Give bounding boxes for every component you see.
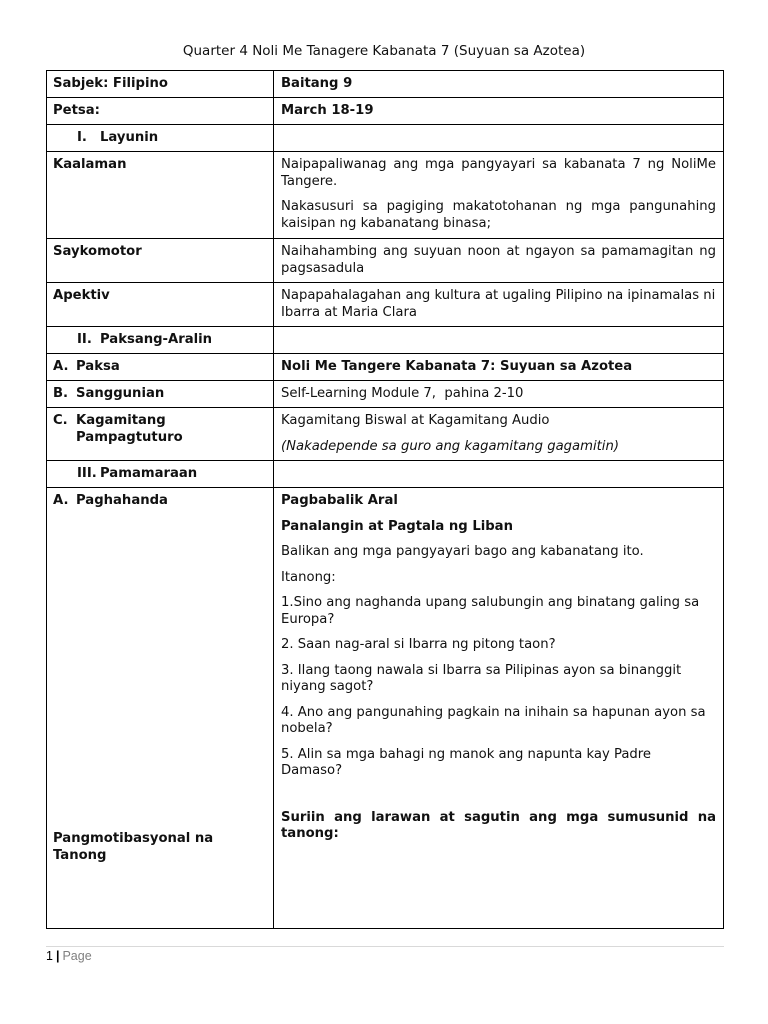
paghahanda-item xyxy=(47,488,273,510)
image-prompt: Suriin ang larawan at sagutin ang mga sumusunid na tanong: xyxy=(281,809,716,841)
ask-label: Itanong: xyxy=(281,569,336,585)
section-numeral: II. xyxy=(77,332,92,347)
section-label: Layunin xyxy=(100,130,159,145)
kaalaman-objective-1: Naipapaliwanag ang mga pangyayari sa kabanata 7 ng NoliMe Tangere. xyxy=(281,157,716,189)
table-row-paksang-aralin xyxy=(47,327,724,354)
page-footer xyxy=(46,946,724,963)
section-numeral: I. xyxy=(77,130,87,145)
apektiv-objective: Napapahalagahan ang kultura at ugaling Pilipino na ipinamalas ni Ibarra at Maria Clara xyxy=(281,288,716,320)
subject-label: Sabjek: Filipino xyxy=(53,76,168,91)
question-item: 3. Ilang taong nawala si Ibarra sa Pilipinas ayon sa binanggit niyang sagot? xyxy=(281,662,682,694)
kagamitan-text: Kagamitang Biswal at Kagamitang Audio xyxy=(281,413,550,428)
table-row-kaalaman xyxy=(47,152,724,239)
section-heading-pamamaraan xyxy=(47,461,273,483)
item-label: Paghahanda xyxy=(76,493,168,508)
item-letter: A. xyxy=(53,359,69,374)
date-value: March 18-19 xyxy=(281,103,374,118)
table-row-layunin xyxy=(47,125,724,152)
footer-divider: | xyxy=(55,949,60,963)
item-label: Kagamitang Pampagtuturo xyxy=(76,413,183,445)
item-label: Paksa xyxy=(76,359,120,374)
section-heading-paksang-aralin xyxy=(47,327,273,349)
item-letter: A. xyxy=(53,493,69,508)
table-row-paghahanda xyxy=(47,488,724,929)
page-number: 1 xyxy=(46,949,53,963)
section-label: Pamamaraan xyxy=(100,466,198,481)
kagamitan-item xyxy=(47,408,273,446)
question-item: 1.Sino ang naghanda upang salubungin ang binatang galing sa Europa? xyxy=(281,595,700,627)
paksa-item xyxy=(47,354,273,376)
table-row-paksa xyxy=(47,354,724,381)
prayer-heading: Panalangin at Pagtala ng Liban xyxy=(281,518,513,534)
section-numeral: III. xyxy=(77,466,97,481)
table-row-sanggunian xyxy=(47,381,724,408)
saykomotor-label: Saykomotor xyxy=(53,244,142,259)
table-row-apektiv xyxy=(47,283,724,327)
saykomotor-objective: Naihahambing ang suyuan noon at ngayon sa pamamagitan ng pagsasadula xyxy=(281,244,716,276)
kaalaman-label: Kaalaman xyxy=(53,157,127,172)
item-letter: C. xyxy=(53,413,68,428)
motivational-question-label: Pangmotibasyonal na Tanong xyxy=(53,831,214,863)
paksa-text: Noli Me Tangere Kabanata 7: Suyuan sa Azotea xyxy=(281,359,633,374)
question-item: 2. Saan nag-aral si Ibarra ng pitong taon? xyxy=(281,637,556,652)
table-row-pamamaraan xyxy=(47,461,724,488)
table-row-date xyxy=(47,98,724,125)
sanggunian-item xyxy=(47,381,273,403)
question-item: 5. Alin sa mga bahagi ng manok ang napunta kay Padre Damaso? xyxy=(281,746,652,778)
lesson-plan-table xyxy=(46,70,724,929)
table-row-saykomotor xyxy=(47,239,724,283)
kaalaman-objective-2: Nakasusuri sa pagiging makatotohanan ng mga pangunahing kaisipan ng kabanatang binasa; xyxy=(281,199,716,231)
recall-instruction: Balikan ang mga pangyayari bago ang kabanatang ito. xyxy=(281,544,644,559)
sanggunian-text: Self-Learning Module 7, pahina 2-10 xyxy=(281,386,524,401)
question-item: 4. Ano ang pangunahing pagkain na inihain sa hapunan ayon sa nobela? xyxy=(281,704,706,736)
apektiv-label: Apektiv xyxy=(53,288,110,303)
date-label: Petsa: xyxy=(53,103,100,118)
item-label: Sanggunian xyxy=(76,386,165,401)
table-row-kagamitan xyxy=(47,408,724,461)
review-heading: Pagbabalik Aral xyxy=(281,493,398,508)
item-letter: B. xyxy=(53,386,69,401)
section-label: Paksang-Aralin xyxy=(100,332,213,347)
table-row-subject xyxy=(47,71,724,98)
page-label: Page xyxy=(62,949,92,963)
section-heading-layunin xyxy=(47,125,273,147)
document-title: Quarter 4 Noli Me Tanagere Kabanata 7 (Suyuan sa Azotea) xyxy=(182,43,586,59)
kagamitan-note: (Nakadepende sa guro ang kagamitang gagamitin) xyxy=(281,438,619,454)
grade-label: Baitang 9 xyxy=(281,76,353,91)
